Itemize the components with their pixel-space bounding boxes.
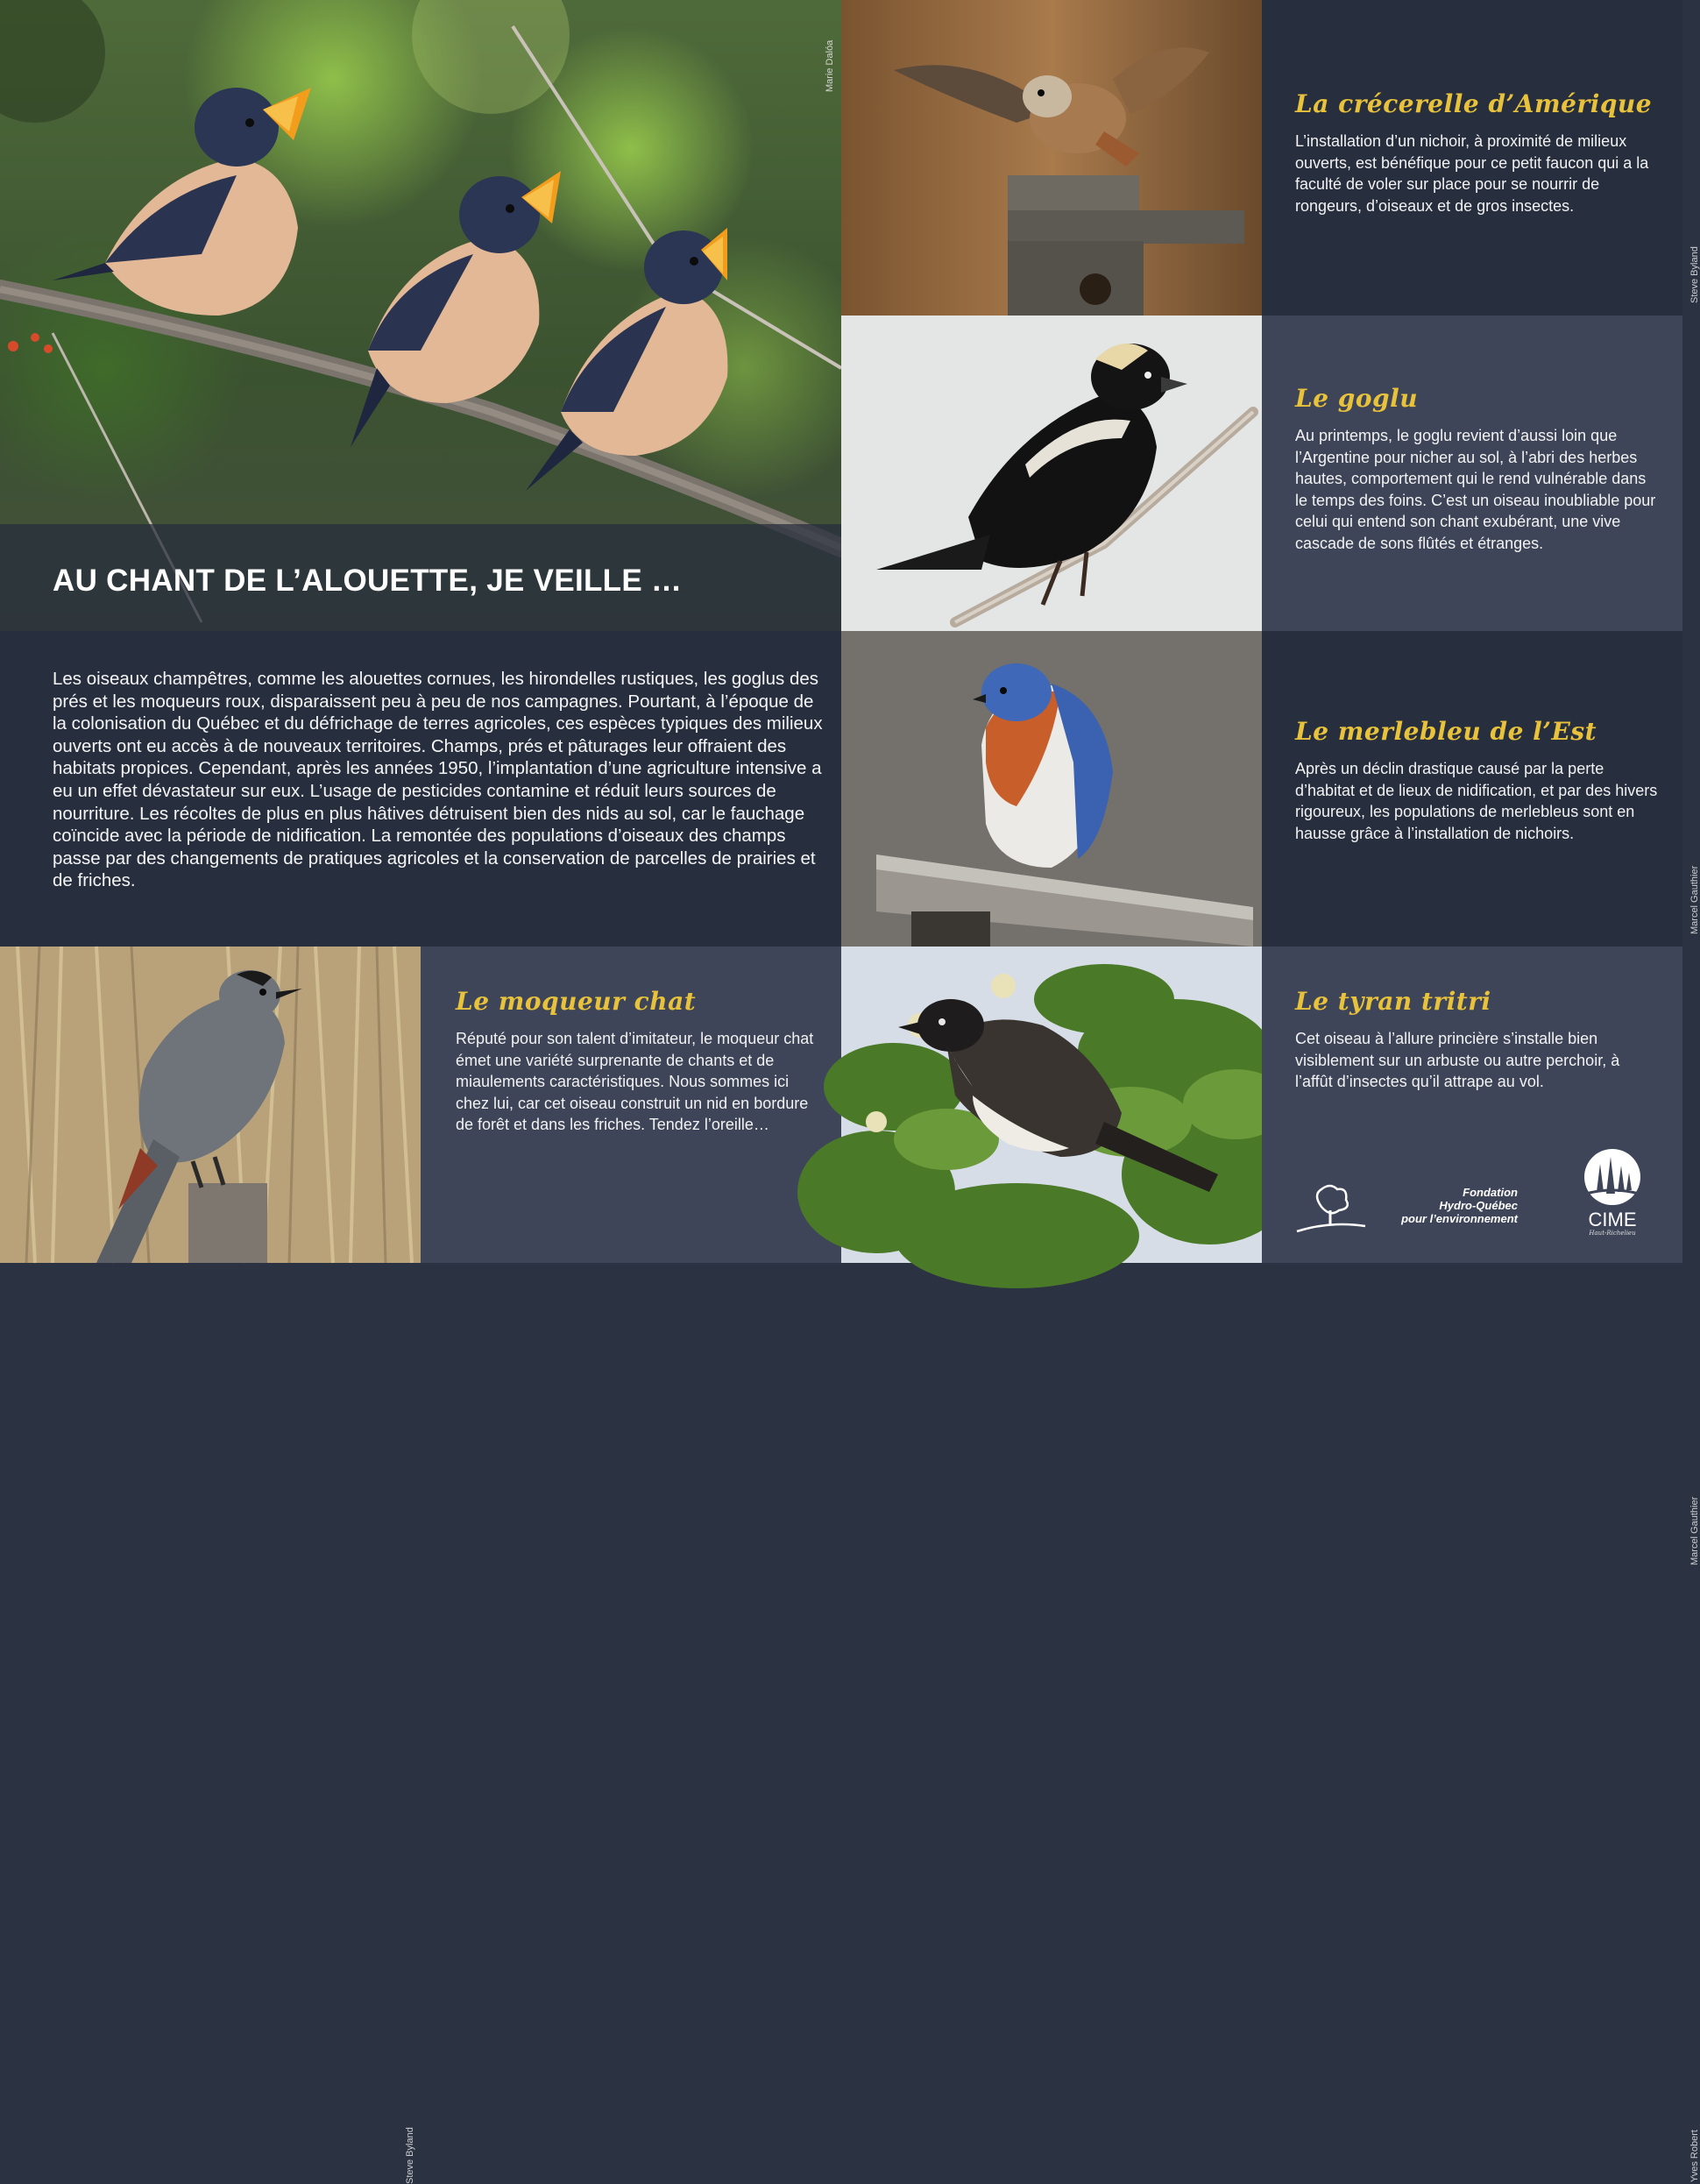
page-title: AU CHANT DE L’ALOUETTE, JE VEILLE … bbox=[53, 564, 683, 598]
hq-logo-line3: pour l’environnement bbox=[1401, 1212, 1518, 1225]
photo-credit: Steve Byland bbox=[405, 2127, 415, 2184]
bobolink-text: Au printemps, le goglu revient d’aussi loin que l’Argentine pour nicher au sol, à l’abri des herbes hautes, comportement qui le rend vulnérable dans le temps des foins. C’est un oiseau inoubliable pour celui qui entend son chant exubérant, une vive cascade de sons flûtés et étranges. bbox=[1295, 427, 1656, 552]
intro-panel bbox=[0, 631, 841, 947]
photo-credit: Marie Dalóa bbox=[825, 39, 835, 92]
tree-logo-icon bbox=[1295, 1182, 1365, 1235]
bluebird-title: Le merlebleu de l’Est bbox=[1295, 717, 1597, 746]
cime-logo-text: CIME bbox=[1588, 1209, 1637, 1230]
catbird-photo bbox=[0, 947, 421, 2184]
hq-logo-line2: Hydro-Québec bbox=[1439, 1199, 1518, 1212]
kestrel-title: La crécerelle d’Amérique bbox=[1295, 89, 1653, 118]
kestrel-text: L’installation d’un nichoir, à proximité de milieux ouverts, est bénéfique pour ce petit faucon qui a la faculté de voler sur place pour se nourrir de rongeurs, d’oiseaux et de gros insectes. bbox=[1295, 132, 1649, 215]
catbird-text: Réputé pour son talent d’imitateur, le moqueur chat émet une variété surprenante de chants et de miaulements caractéristiques. Nous sommes ici chez lui, car cet oiseau construit un nid en bordure de forêt et dans les friches. Tendez l’oreille… bbox=[456, 1030, 814, 1133]
kingbird-title: Le tyran tritri bbox=[1295, 987, 1491, 1016]
photo-credit: Steve Byland bbox=[1689, 246, 1700, 303]
hydro-quebec-foundation-logo bbox=[1295, 1179, 1541, 1240]
cime-emblem-icon bbox=[1579, 1148, 1646, 1206]
bluebird-panel bbox=[1262, 631, 1682, 947]
bluebird-text: Après un déclin drastique causé par la perte d’habitat et de lieux de nidification, et par des hivers rigoureux, les populations de merlebleus sont en hausse grâce à l’installation de nichoirs. bbox=[1295, 760, 1658, 842]
photo-credit: Marcel Gauthier bbox=[1689, 1496, 1700, 1565]
catbird-title: Le moqueur chat bbox=[456, 987, 697, 1016]
bobolink-title: Le goglu bbox=[1295, 384, 1419, 413]
photo-credit: Marcel Gauthier bbox=[1689, 865, 1700, 934]
photo-credit: Yves Robert bbox=[1689, 2130, 1700, 2182]
hq-logo-line1: Fondation bbox=[1463, 1186, 1518, 1199]
kingbird-text: Cet oiseau à l’allure princière s’installe bien visiblement sur un arbuste ou autre perchoir, à l’affût d’insectes qu’il attrape au vol. bbox=[1295, 1030, 1620, 1090]
catbird-panel bbox=[421, 947, 841, 1263]
intro-paragraph: Les oiseaux champêtres, comme les alouettes cornues, les hirondelles rustiques, les goglus des prés et les moqueurs roux, disparaissent peu à peu de nos campagnes. Pourtant, à l’époque de la colonisation du Québec et du défrichage de terres agricoles, ces espèces typiques des milieux ouverts ont eu accès à de nouveaux territoires. Champs, prés et pâturages leur offraient des habitats propices. Cependant, après les années 1950, l’implantation d’une agriculture intensive a eu un effet dévastateur sur eux. L’usage de pesticides contamine et réduit leurs sources de nourriture. Les récoltes de plus en plus hâtives détruisent bien des nids au sol, car le fauchage coïncide avec la période de nidification. La remontée des populations d’oiseaux des champs passe par des changements de pratiques agricoles et la conservation de parcelles de prairies et de friches. bbox=[53, 669, 823, 891]
kestrel-panel bbox=[1262, 0, 1682, 316]
bobolink-panel bbox=[1262, 316, 1682, 631]
cime-logo bbox=[1577, 1148, 1647, 1244]
cime-logo-subtext: Haut-Richelieu bbox=[1589, 1230, 1636, 1237]
